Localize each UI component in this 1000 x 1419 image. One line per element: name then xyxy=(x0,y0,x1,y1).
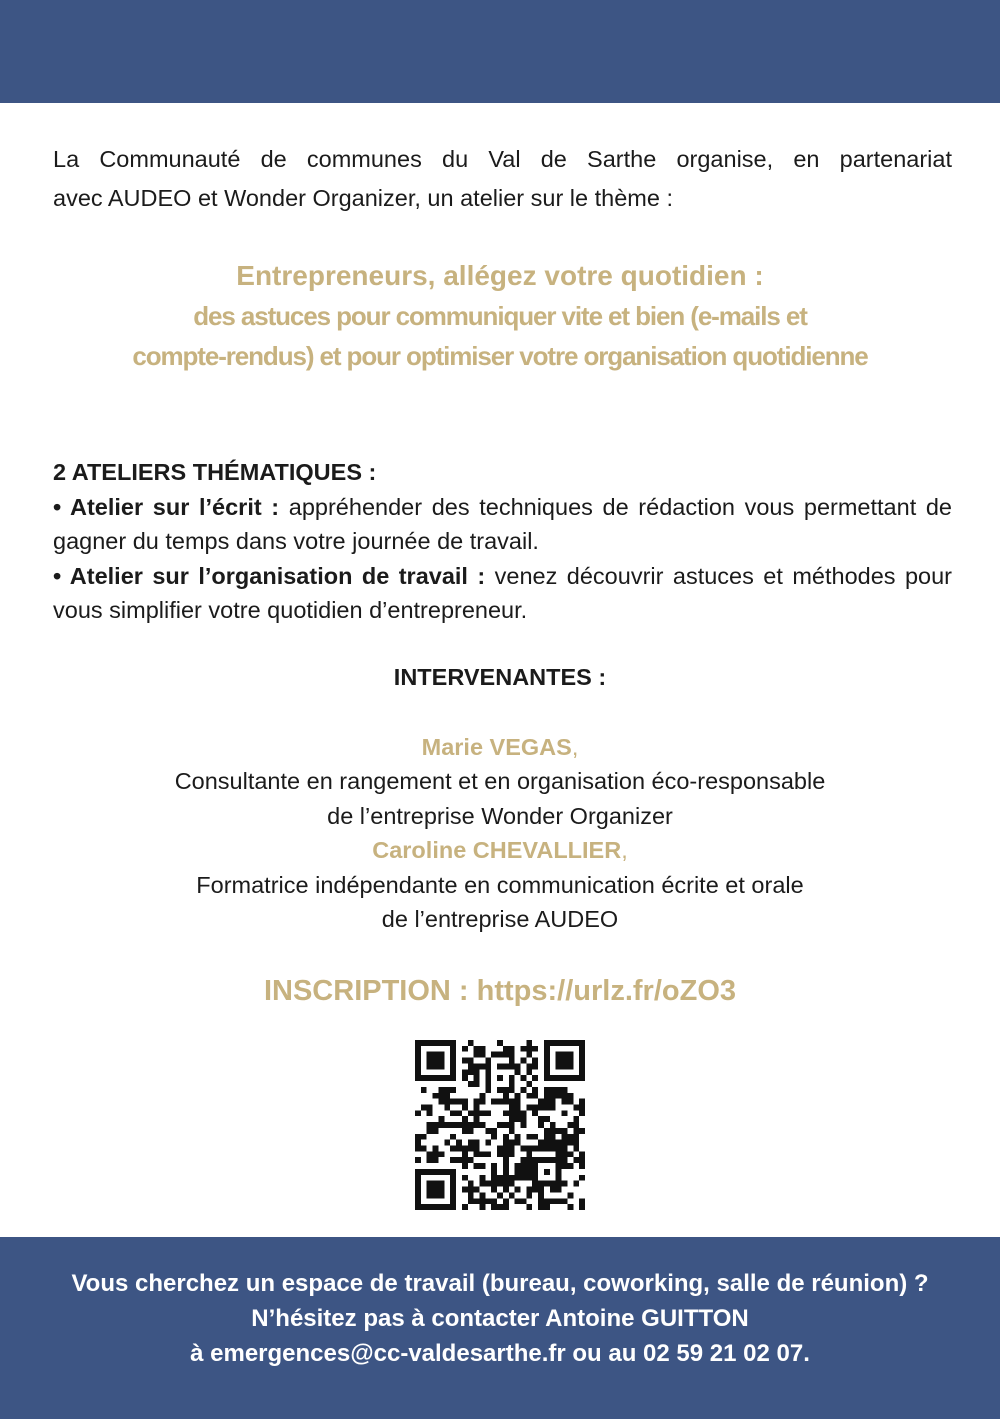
speaker-name: Marie VEGAS xyxy=(421,733,572,760)
workshop-item xyxy=(53,559,952,628)
workshops-title: 2 ATELIERS THÉMATIQUES : xyxy=(53,459,377,485)
speaker-role: Formatrice indépendante en communication écrite et orale xyxy=(196,871,804,898)
speaker-role: Consultante en rangement et en organisation éco-responsable xyxy=(174,768,826,794)
workshop-item-label: • Atelier sur l’organisation de travail : xyxy=(53,562,486,589)
contact-footer xyxy=(0,1237,1000,1419)
headline-subtitle-line: compte-rendus) et pour optimiser votre organisation quotidienne xyxy=(132,341,868,371)
footer-contact-line[interactable]: à emergences@cc-valdesarthe.fr ou au 02 59 21 02 07. xyxy=(190,1340,810,1367)
speaker-company: de l’entreprise AUDEO xyxy=(381,906,619,932)
speaker-company: de l’entreprise Wonder Organizer xyxy=(327,802,673,829)
registration-link[interactable]: INSCRIPTION : https://urlz.fr/oZO3 xyxy=(263,975,737,1007)
speaker-name: Caroline CHEVALLIER xyxy=(372,837,622,863)
speaker-name-comma: , xyxy=(571,733,579,760)
workshops-section xyxy=(53,455,952,628)
workshop-item-text: venez découvrir astuces et méthodes pour vous simplifier votre quotidien d’entrepreneur. xyxy=(53,562,952,623)
speaker-name-line xyxy=(0,730,1000,765)
workshop-item-label: • Atelier sur l’écrit : xyxy=(53,493,280,520)
qr-code-icon[interactable] xyxy=(415,1040,585,1210)
workshop-headline xyxy=(0,256,1000,376)
intro-paragraph xyxy=(53,140,952,218)
intro-line: avec AUDEO et Wonder Organizer, un atelier sur le thème : xyxy=(53,185,673,211)
intro-line: La Communauté de communes du Val de Sarthe organise, en partenariat xyxy=(53,146,952,172)
speaker-name-line xyxy=(0,833,1000,868)
workshop-item xyxy=(53,490,952,559)
footer-line: Vous cherchez un espace de travail (bureau, coworking, salle de réunion) ? xyxy=(71,1270,929,1297)
speaker-name-comma: , xyxy=(621,837,628,863)
speakers-label: INTERVENANTES : xyxy=(393,664,607,690)
workshop-item-text: appréhender des techniques de rédaction vous permettant de gagner du temps dans votre journée de travail. xyxy=(53,493,952,554)
speakers-section xyxy=(0,660,1000,937)
top-banner xyxy=(0,0,1000,103)
headline-subtitle-line: des astuces pour communiquer vite et bien (e-mails et xyxy=(193,301,807,331)
footer-line: N’hésitez pas à contacter Antoine GUITTON xyxy=(251,1305,749,1332)
headline-title: Entrepreneurs, allégez votre quotidien : xyxy=(236,260,764,291)
